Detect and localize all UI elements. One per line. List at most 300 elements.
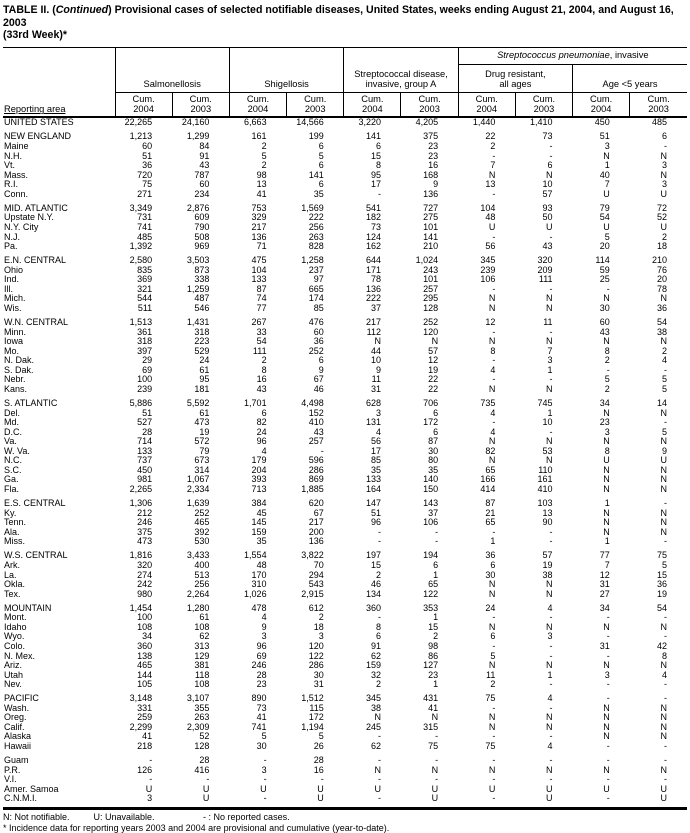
data-cell: 172 bbox=[287, 713, 344, 723]
table-row-state bbox=[3, 347, 687, 357]
data-cell: 48 bbox=[229, 561, 286, 571]
table-row-territory bbox=[3, 766, 687, 776]
data-cell: 95 bbox=[344, 171, 401, 181]
data-cell: 511 bbox=[115, 304, 172, 314]
data-cell: - bbox=[458, 613, 515, 623]
data-cell: 3 bbox=[573, 428, 630, 438]
table-row-state bbox=[3, 385, 687, 395]
data-cell: U bbox=[401, 785, 458, 795]
data-cell: 199 bbox=[287, 132, 344, 142]
data-cell: - bbox=[287, 775, 344, 785]
data-cell: 392 bbox=[172, 528, 229, 538]
data-cell: 7 bbox=[573, 180, 630, 190]
table-row-state bbox=[3, 285, 687, 295]
data-cell: 136 bbox=[229, 233, 286, 243]
data-cell: 56 bbox=[344, 437, 401, 447]
reporting-area-cell: N.C. bbox=[3, 456, 115, 466]
data-cell: N bbox=[630, 152, 687, 162]
data-cell: 485 bbox=[115, 233, 172, 243]
data-cell: 9 bbox=[630, 447, 687, 457]
data-cell: 2,334 bbox=[172, 485, 229, 495]
data-cell: 57 bbox=[515, 190, 572, 200]
data-cell: 28 bbox=[287, 756, 344, 766]
data-cell: U bbox=[287, 794, 344, 804]
data-cell: 5 bbox=[573, 233, 630, 243]
data-cell: 96 bbox=[344, 518, 401, 528]
data-cell: 101 bbox=[401, 275, 458, 285]
data-cell: 100 bbox=[115, 375, 172, 385]
data-cell: N bbox=[573, 528, 630, 538]
data-cell: 18 bbox=[287, 623, 344, 633]
data-cell: - bbox=[573, 756, 630, 766]
data-cell: 112 bbox=[344, 328, 401, 338]
data-cell: 6 bbox=[229, 409, 286, 419]
col-age-under5-cum-2004: Cum. 2004 bbox=[573, 92, 630, 117]
reporting-area-cell: Wis. bbox=[3, 304, 115, 314]
data-cell: - bbox=[344, 190, 401, 200]
data-cell: 8 bbox=[344, 623, 401, 633]
data-cell: 4 bbox=[458, 409, 515, 419]
table-row-territory bbox=[3, 756, 687, 766]
data-cell: N bbox=[573, 661, 630, 671]
data-cell: 5 bbox=[630, 561, 687, 571]
data-cell: 22 bbox=[458, 132, 515, 142]
table-row-territory bbox=[3, 794, 687, 804]
reporting-area-cell: Utah bbox=[3, 671, 115, 681]
table-row-state bbox=[3, 518, 687, 528]
reporting-area-cell: R.I. bbox=[3, 180, 115, 190]
data-cell: - bbox=[573, 794, 630, 804]
data-cell: 101 bbox=[401, 223, 458, 233]
data-cell: 271 bbox=[115, 190, 172, 200]
data-cell: 51 bbox=[115, 409, 172, 419]
table-row-state bbox=[3, 456, 687, 466]
data-cell: 67 bbox=[287, 509, 344, 519]
data-cell: 1,024 bbox=[401, 256, 458, 266]
data-cell: 3 bbox=[573, 142, 630, 152]
data-cell: N bbox=[344, 713, 401, 723]
data-cell: - bbox=[458, 642, 515, 652]
data-cell: 174 bbox=[287, 294, 344, 304]
data-cell: 204 bbox=[229, 466, 286, 476]
data-cell: - bbox=[401, 732, 458, 742]
data-cell: 21 bbox=[458, 509, 515, 519]
data-cell: 164 bbox=[344, 485, 401, 495]
data-cell: 239 bbox=[458, 266, 515, 276]
data-cell: - bbox=[573, 613, 630, 623]
data-cell: - bbox=[458, 732, 515, 742]
data-cell: 12 bbox=[458, 318, 515, 328]
table-row-state bbox=[3, 642, 687, 652]
data-cell: - bbox=[401, 528, 458, 538]
data-cell: 596 bbox=[287, 456, 344, 466]
data-cell: N bbox=[458, 304, 515, 314]
table-row-state bbox=[3, 509, 687, 519]
data-cell: 11 bbox=[344, 375, 401, 385]
data-cell: N bbox=[630, 337, 687, 347]
data-cell: 1,816 bbox=[115, 551, 172, 561]
data-cell: 416 bbox=[172, 766, 229, 776]
data-cell: 541 bbox=[344, 204, 401, 214]
table-row-state bbox=[3, 661, 687, 671]
data-cell: 181 bbox=[172, 385, 229, 395]
data-cell: 5 bbox=[229, 732, 286, 742]
data-cell: 790 bbox=[172, 223, 229, 233]
table-row-state bbox=[3, 233, 687, 243]
table-row-state bbox=[3, 590, 687, 600]
data-cell: 6 bbox=[287, 180, 344, 190]
data-cell: 161 bbox=[229, 132, 286, 142]
data-cell: 73 bbox=[344, 223, 401, 233]
data-cell: N bbox=[630, 518, 687, 528]
data-cell: - bbox=[515, 775, 572, 785]
data-cell: 120 bbox=[401, 328, 458, 338]
data-cell: 19 bbox=[401, 366, 458, 376]
data-cell: 134 bbox=[344, 590, 401, 600]
data-cell: 2,580 bbox=[115, 256, 172, 266]
data-cell: 485 bbox=[630, 117, 687, 128]
data-cell: - bbox=[401, 775, 458, 785]
data-cell: 18 bbox=[630, 242, 687, 252]
data-cell: 15 bbox=[401, 623, 458, 633]
data-cell: 75 bbox=[458, 694, 515, 704]
data-cell: 2,915 bbox=[287, 590, 344, 600]
data-cell: 141 bbox=[344, 132, 401, 142]
data-cell: 1,701 bbox=[229, 399, 286, 409]
data-cell: 43 bbox=[573, 328, 630, 338]
data-cell: 263 bbox=[287, 233, 344, 243]
data-cell: 108 bbox=[172, 623, 229, 633]
data-cell: 628 bbox=[344, 399, 401, 409]
reporting-area-cell: Miss. bbox=[3, 537, 115, 547]
data-cell: 52 bbox=[172, 732, 229, 742]
data-cell: N bbox=[458, 385, 515, 395]
data-cell: - bbox=[458, 704, 515, 714]
data-cell: 7 bbox=[515, 347, 572, 357]
data-cell: N bbox=[630, 732, 687, 742]
data-cell: 4 bbox=[229, 613, 286, 623]
strep-a-label-line1: Streptococcal disease, bbox=[344, 69, 457, 79]
data-cell: U bbox=[401, 794, 458, 804]
data-cell: - bbox=[630, 742, 687, 752]
data-cell: 2,309 bbox=[172, 723, 229, 733]
data-cell: 23 bbox=[401, 152, 458, 162]
data-cell: 3,433 bbox=[172, 551, 229, 561]
footnote-incidence: * Incidence data for reporting years 2003 and 2004 are provisional and cumulative (year-to-date). bbox=[3, 823, 687, 833]
data-cell: U bbox=[458, 785, 515, 795]
data-cell: - bbox=[287, 447, 344, 457]
table-row-state bbox=[3, 275, 687, 285]
data-cell: 11 bbox=[458, 671, 515, 681]
data-cell: 28 bbox=[229, 671, 286, 681]
data-cell: 98 bbox=[401, 642, 458, 652]
data-cell: 314 bbox=[172, 466, 229, 476]
data-cell: N bbox=[458, 723, 515, 733]
data-cell: 118 bbox=[172, 671, 229, 681]
reporting-area-cell: Ark. bbox=[3, 561, 115, 571]
table-row-state bbox=[3, 142, 687, 152]
data-cell: 741 bbox=[229, 723, 286, 733]
data-cell: N bbox=[630, 713, 687, 723]
table-row-state bbox=[3, 294, 687, 304]
data-cell: 141 bbox=[287, 171, 344, 181]
data-cell: 1,440 bbox=[458, 117, 515, 128]
reporting-area-cell: W.S. CENTRAL bbox=[3, 551, 115, 561]
data-cell: 2 bbox=[458, 142, 515, 152]
data-cell: U bbox=[573, 190, 630, 200]
col-drug-resistant-cum-2004: Cum. 2004 bbox=[458, 92, 515, 117]
drug-resistant-label-line1: Drug resistant, bbox=[459, 69, 572, 79]
data-cell: 56 bbox=[458, 242, 515, 252]
data-cell: - bbox=[515, 613, 572, 623]
reporting-area-cell: N. Mex. bbox=[3, 652, 115, 662]
data-cell: 152 bbox=[287, 409, 344, 419]
data-cell: 128 bbox=[401, 304, 458, 314]
data-cell: 644 bbox=[344, 256, 401, 266]
data-cell: N bbox=[515, 171, 572, 181]
reporting-area-cell: Iowa bbox=[3, 337, 115, 347]
title-week: (33rd Week)* bbox=[3, 29, 67, 41]
data-cell: - bbox=[515, 142, 572, 152]
reporting-area-cell: Wash. bbox=[3, 704, 115, 714]
data-cell: 252 bbox=[172, 509, 229, 519]
data-cell: 5 bbox=[630, 428, 687, 438]
data-cell: 80 bbox=[401, 456, 458, 466]
data-cell: 3,148 bbox=[115, 694, 172, 704]
data-cell: 360 bbox=[115, 642, 172, 652]
data-cell: 1 bbox=[573, 537, 630, 547]
data-cell: 3 bbox=[115, 794, 172, 804]
data-cell: 209 bbox=[515, 266, 572, 276]
table-row-region bbox=[3, 132, 687, 142]
data-cell: 5 bbox=[458, 652, 515, 662]
data-cell: 15 bbox=[630, 571, 687, 581]
data-cell: 23 bbox=[229, 680, 286, 690]
data-cell: 16 bbox=[287, 766, 344, 776]
data-cell: - bbox=[573, 775, 630, 785]
data-cell: 23 bbox=[401, 142, 458, 152]
data-cell: 6 bbox=[401, 561, 458, 571]
data-cell: N bbox=[515, 623, 572, 633]
data-cell: 2,299 bbox=[115, 723, 172, 733]
data-cell: 43 bbox=[515, 242, 572, 252]
data-cell: 34 bbox=[573, 604, 630, 614]
reporting-area-cell: W.N. CENTRAL bbox=[3, 318, 115, 328]
data-cell: 79 bbox=[172, 447, 229, 457]
data-cell: 28 bbox=[172, 756, 229, 766]
data-cell: N bbox=[458, 456, 515, 466]
data-cell: 76 bbox=[630, 266, 687, 276]
data-cell: 52 bbox=[630, 213, 687, 223]
data-cell: 35 bbox=[229, 537, 286, 547]
data-cell: 6 bbox=[401, 409, 458, 419]
data-cell: - bbox=[515, 328, 572, 338]
data-cell: N bbox=[630, 661, 687, 671]
data-cell: N bbox=[515, 723, 572, 733]
data-cell: 13 bbox=[515, 509, 572, 519]
data-cell: 78 bbox=[630, 285, 687, 295]
data-cell: 42 bbox=[630, 642, 687, 652]
data-cell: U bbox=[573, 785, 630, 795]
data-cell: U bbox=[515, 223, 572, 233]
data-cell: 4 bbox=[458, 366, 515, 376]
table-row-us bbox=[3, 117, 687, 128]
data-cell: 111 bbox=[515, 275, 572, 285]
data-cell: 1,554 bbox=[229, 551, 286, 561]
data-cell: 77 bbox=[229, 304, 286, 314]
pneumo-rest-label: , invasive bbox=[610, 50, 649, 60]
data-cell: 38 bbox=[515, 571, 572, 581]
reporting-area-cell: Va. bbox=[3, 437, 115, 447]
data-cell: 310 bbox=[229, 580, 286, 590]
data-cell: 133 bbox=[229, 275, 286, 285]
reporting-area-cell: Okla. bbox=[3, 580, 115, 590]
data-cell: 35 bbox=[401, 466, 458, 476]
data-cell: 111 bbox=[229, 347, 286, 357]
data-cell: 1,513 bbox=[115, 318, 172, 328]
data-cell: 465 bbox=[172, 518, 229, 528]
data-cell: 70 bbox=[287, 561, 344, 571]
reporting-area-cell: Kans. bbox=[3, 385, 115, 395]
data-cell: 1,392 bbox=[115, 242, 172, 252]
data-cell: 3 bbox=[344, 409, 401, 419]
data-cell: 44 bbox=[344, 347, 401, 357]
data-cell: - bbox=[630, 613, 687, 623]
data-cell: 97 bbox=[287, 275, 344, 285]
data-cell: 16 bbox=[229, 375, 286, 385]
data-cell: 735 bbox=[458, 399, 515, 409]
data-cell: 410 bbox=[287, 418, 344, 428]
reporting-area-cell: Fla. bbox=[3, 485, 115, 495]
table-row-region bbox=[3, 499, 687, 509]
data-cell: 75 bbox=[458, 742, 515, 752]
table-row-state bbox=[3, 732, 687, 742]
data-cell: 3,822 bbox=[287, 551, 344, 561]
data-cell: - bbox=[344, 756, 401, 766]
reporting-area-cell: S. Dak. bbox=[3, 366, 115, 376]
reporting-area-cell: V.I. bbox=[3, 775, 115, 785]
data-cell: 665 bbox=[287, 285, 344, 295]
data-cell: 714 bbox=[115, 437, 172, 447]
reporting-area-cell: Oreg. bbox=[3, 713, 115, 723]
data-cell: 1,280 bbox=[172, 604, 229, 614]
data-cell: 14,566 bbox=[287, 117, 344, 128]
data-cell: 15 bbox=[344, 152, 401, 162]
data-cell: 3 bbox=[229, 632, 286, 642]
data-cell: 60 bbox=[287, 328, 344, 338]
data-cell: 2 bbox=[573, 356, 630, 366]
reporting-area-cell: Ala. bbox=[3, 528, 115, 538]
data-cell: 243 bbox=[401, 266, 458, 276]
table-row-state bbox=[3, 356, 687, 366]
data-cell: 75 bbox=[401, 742, 458, 752]
data-cell: 1,026 bbox=[229, 590, 286, 600]
data-cell: 2 bbox=[229, 161, 286, 171]
data-cell: 43 bbox=[287, 428, 344, 438]
table-row-state bbox=[3, 180, 687, 190]
table-row-state bbox=[3, 437, 687, 447]
data-cell: 136 bbox=[344, 285, 401, 295]
data-cell: 381 bbox=[172, 661, 229, 671]
data-cell: 12 bbox=[401, 356, 458, 366]
data-cell: - bbox=[458, 775, 515, 785]
table-row-state bbox=[3, 580, 687, 590]
data-cell: 7 bbox=[458, 161, 515, 171]
data-cell: 93 bbox=[515, 204, 572, 214]
reporting-area-cell: Wyo. bbox=[3, 632, 115, 642]
data-cell: 19 bbox=[172, 428, 229, 438]
data-cell: N bbox=[573, 713, 630, 723]
col-age-under5-cum-2003: Cum. 2003 bbox=[630, 92, 687, 117]
data-cell: 1,067 bbox=[172, 475, 229, 485]
data-cell: N bbox=[573, 466, 630, 476]
data-cell: 3,107 bbox=[172, 694, 229, 704]
data-cell: 257 bbox=[287, 437, 344, 447]
table-row-state bbox=[3, 571, 687, 581]
data-cell: 159 bbox=[229, 528, 286, 538]
table-header bbox=[3, 47, 687, 117]
data-cell: 8 bbox=[573, 447, 630, 457]
data-cell: - bbox=[630, 537, 687, 547]
reporting-area-cell: P.R. bbox=[3, 766, 115, 776]
data-cell: 210 bbox=[401, 242, 458, 252]
data-cell: 969 bbox=[172, 242, 229, 252]
data-cell: - bbox=[515, 428, 572, 438]
data-cell: 465 bbox=[115, 661, 172, 671]
data-cell: 4,498 bbox=[287, 399, 344, 409]
data-cell: 345 bbox=[458, 256, 515, 266]
data-cell: N bbox=[344, 766, 401, 776]
reporting-area-cell: Calif. bbox=[3, 723, 115, 733]
data-cell: 133 bbox=[344, 475, 401, 485]
data-cell: 375 bbox=[115, 528, 172, 538]
data-cell: - bbox=[515, 375, 572, 385]
reporting-area-cell: N.J. bbox=[3, 233, 115, 243]
data-cell: 397 bbox=[115, 347, 172, 357]
data-cell: 7 bbox=[573, 561, 630, 571]
reporting-area-cell: Upstate N.Y. bbox=[3, 213, 115, 223]
data-cell: N bbox=[515, 456, 572, 466]
data-cell: - bbox=[515, 528, 572, 538]
data-cell: 172 bbox=[401, 418, 458, 428]
data-cell: 87 bbox=[229, 285, 286, 295]
data-cell: 51 bbox=[573, 132, 630, 142]
data-cell: 318 bbox=[115, 337, 172, 347]
data-cell: 2 bbox=[344, 571, 401, 581]
data-cell: 2 bbox=[401, 632, 458, 642]
data-cell: 217 bbox=[344, 318, 401, 328]
data-cell: 33 bbox=[229, 328, 286, 338]
reporting-area-cell: Guam bbox=[3, 756, 115, 766]
data-cell: 124 bbox=[344, 233, 401, 243]
data-cell: 2 bbox=[287, 613, 344, 623]
data-cell: - bbox=[515, 537, 572, 547]
data-cell: 256 bbox=[172, 580, 229, 590]
data-cell: 1 bbox=[401, 571, 458, 581]
table-row-state bbox=[3, 409, 687, 419]
data-cell: 212 bbox=[115, 509, 172, 519]
data-cell: 3 bbox=[630, 161, 687, 171]
data-cell: 62 bbox=[344, 742, 401, 752]
data-cell: N bbox=[515, 580, 572, 590]
data-cell: 256 bbox=[287, 223, 344, 233]
data-cell: 72 bbox=[630, 204, 687, 214]
data-cell: 60 bbox=[115, 142, 172, 152]
reporting-area-cell: Alaska bbox=[3, 732, 115, 742]
data-cell: 384 bbox=[229, 499, 286, 509]
table-row-region bbox=[3, 551, 687, 561]
data-cell: - bbox=[573, 366, 630, 376]
